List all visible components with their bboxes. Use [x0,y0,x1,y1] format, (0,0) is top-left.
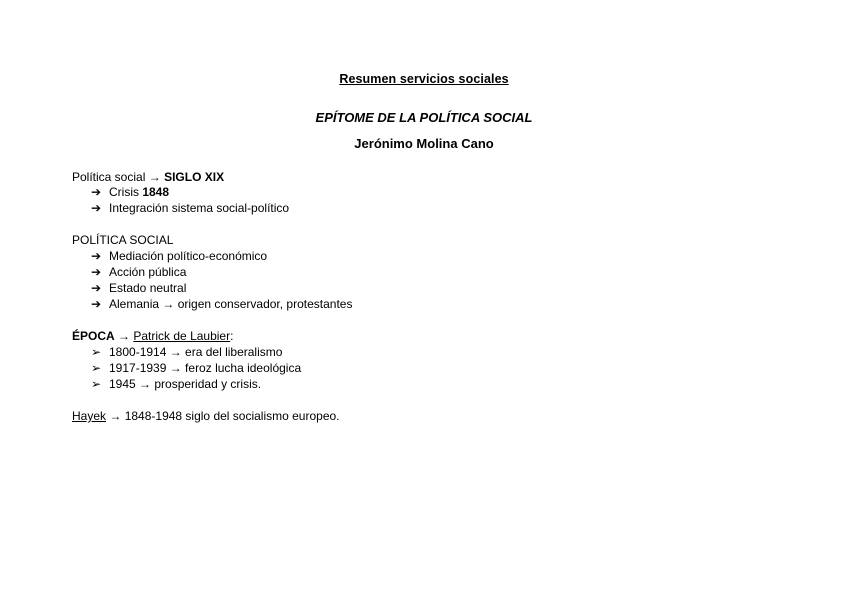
document-title: Resumen servicios sociales [339,72,509,86]
arrow-bullet-icon: ➔ [91,265,102,279]
section4-line [72,409,340,423]
triangle-bullet-icon: ➢ [91,345,102,359]
list-item-text: Acción pública [109,265,187,279]
list-item [91,345,282,359]
section3-heading-bold: ÉPOCA [72,329,115,343]
arrow-bullet-icon: ➔ [91,185,102,199]
list-item [91,201,289,215]
section4-text: 1848-1948 siglo del socialismo europeo. [124,409,340,423]
list-item-text: 1917-1939 → feroz lucha ideológica [109,361,302,375]
list-item [91,265,186,279]
list-item-text: Integración sistema social-político [109,201,290,215]
section1-lead-bold: SIGLO XIX [164,170,225,184]
arrow-glyph: → [118,329,131,343]
section1-lead [72,170,224,184]
triangle-bullet-icon: ➢ [91,377,102,391]
section4-reference: Hayek [72,409,107,423]
arrow-bullet-icon: ➔ [91,201,102,215]
list-item-text: 1945 → prosperidad y crisis. [109,377,262,391]
section2-heading: POLÍTICA SOCIAL [72,233,174,247]
list-item-text: Mediación político-económico [109,249,268,263]
document-subtitle: EPÍTOME DE LA POLÍTICA SOCIAL [315,110,533,125]
list-item-text: 1800-1914 → era del liberalismo [109,345,283,359]
arrow-bullet-icon: ➔ [91,281,102,295]
document-author: Jerónimo Molina Cano [354,136,494,151]
list-item [91,281,186,295]
list-item [91,185,169,199]
list-item-bold: 1848 [142,185,170,199]
arrow-bullet-icon: ➔ [91,249,102,263]
list-item [91,297,352,311]
list-item-text: Estado neutral [109,281,187,295]
list-item [91,377,261,391]
list-item [91,361,301,375]
section3-reference: Patrick de Laubier [133,329,231,343]
section1-lead-text: Política social [72,170,146,184]
arrow-bullet-icon: ➔ [91,297,102,311]
list-item-text: Alemania → origen conservador, protestantes [109,297,353,311]
section3-heading [72,329,233,343]
list-item [91,249,267,263]
section3-suffix: : [230,329,234,343]
arrow-glyph: → [148,170,161,184]
triangle-bullet-icon: ➢ [91,361,102,375]
list-item-text: Crisis [109,185,143,199]
arrow-glyph: → [109,409,122,423]
